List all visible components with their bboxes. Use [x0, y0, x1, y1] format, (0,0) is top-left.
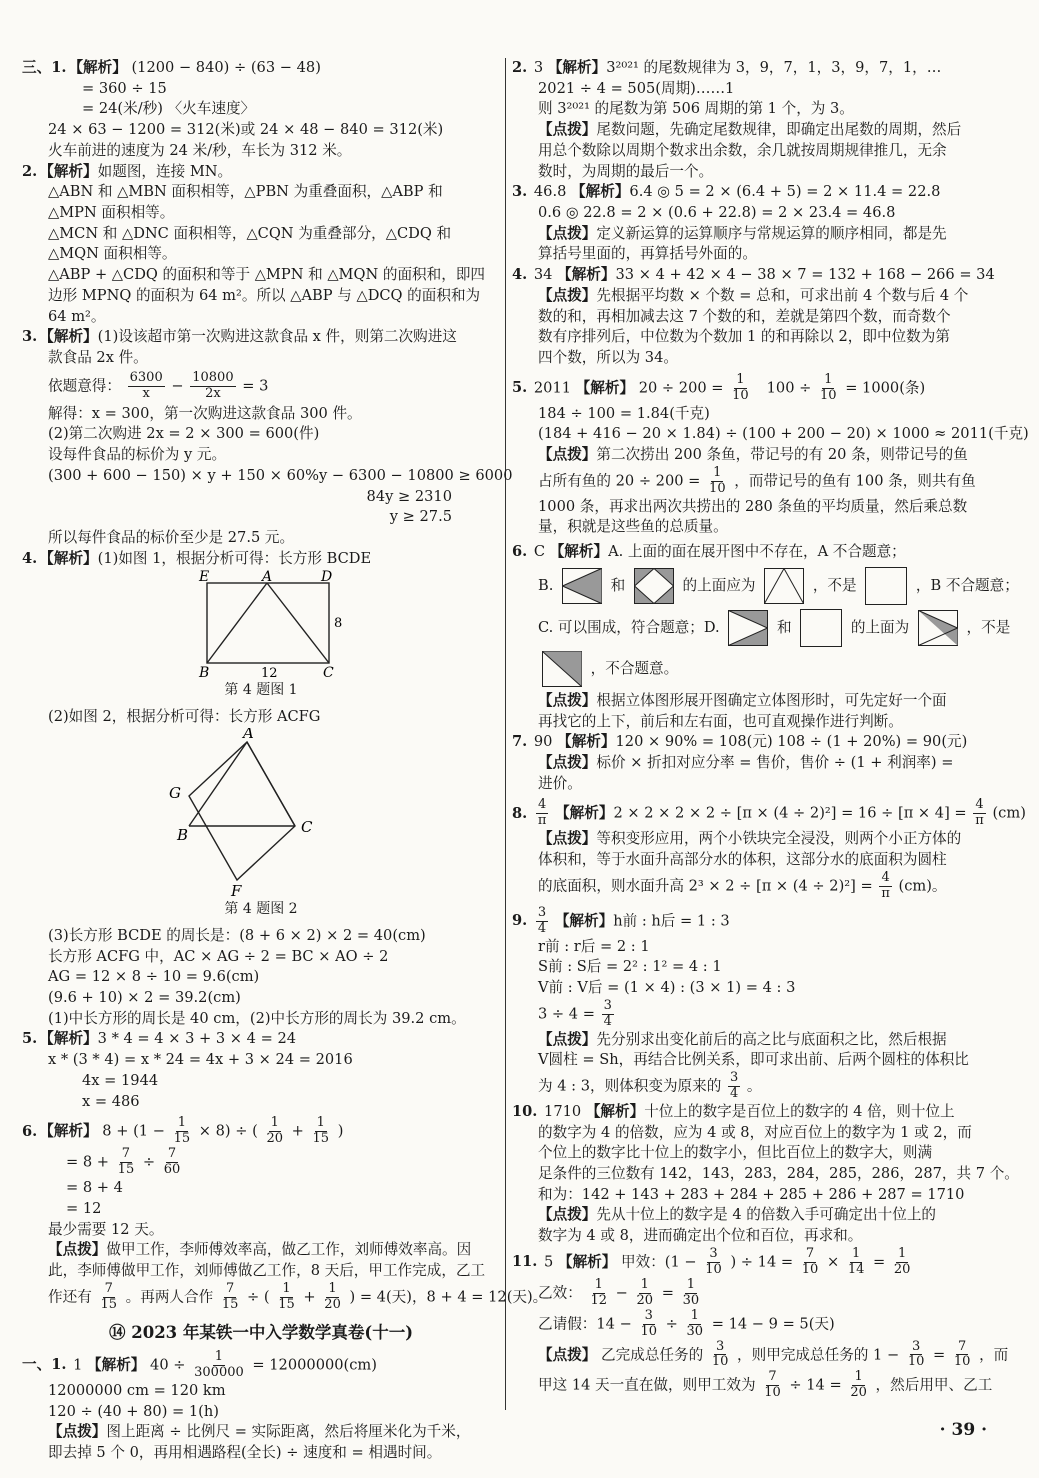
fraction: $\frac{7}{10}$	[953, 1338, 971, 1370]
fraction: $\frac{3}{4}$	[729, 1069, 739, 1101]
svg-text:C: C	[301, 818, 313, 836]
fraction: $\frac{1}{30}$	[682, 1276, 700, 1308]
fraction: $\frac{1}{20}$	[324, 1280, 341, 1312]
svg-text:D: D	[321, 569, 333, 586]
fraction: $\frac{1}{20}$	[266, 1115, 283, 1147]
face-blank	[865, 567, 907, 605]
fraction: $\frac{4}{\pi}$	[537, 797, 547, 829]
answer-right-11: 11. 5 【解析】 甲效：(1 − $\frac{3}{10}$ ) ÷ 14 = $\frac{7}{10}$ × $\frac{1}{14}$ = $\frac{1}{20}$ 乙效： $\frac{1}{12}$ − $\frac{1}{20}$ = $\frac{1}{30}$ 乙请假：14 − $\frac{3}{10}$ ÷ $\frac{1}{30}$ = 14 − 9 = 5(天) 【点拨】 乙完成总任务的 $\frac{3}{10}$ ，则甲完成总任务的 1 − $\frac{3}{10}$ = $\frac{7}{10}$ ，而 甲这 14 天一直在做，则甲工效为 $\frac{7}{10}$ ÷ 14 = $\frac{1}{20}$ ，然后用甲、乙工	[512, 1245, 1009, 1401]
fraction: $\frac{1}{30}$	[686, 1307, 704, 1339]
answer-1-1: 一、1. 1 【解析】 40 ÷ $\frac{1}{300000}$ = 12000000(cm) 12000000 cm = 120 km 120 ÷ (40 + 80) = 1(h) 【点拨】图上距离 ÷ 比例尺 = 实际距离，然后将厘米化为千米， 即去掉 5 个 0，再用相遇路程(全长) ÷ 速度和 = 相遇时间。	[22, 1348, 471, 1462]
section-title: ⑭ 2023 年某铁一中入学数学真卷(十一)	[108, 1322, 414, 1342]
fraction: $\frac{3}{4}$	[603, 997, 612, 1029]
face-wedge-shaded	[728, 610, 768, 646]
svg-text:G: G	[169, 784, 181, 802]
face-corner-shaded	[542, 651, 582, 687]
svg-text:C: C	[323, 665, 334, 680]
fraction: $\frac{7}{10}$	[764, 1369, 781, 1401]
svg-text:A: A	[243, 728, 254, 742]
fraction: $\frac{7}{60}$	[163, 1146, 181, 1178]
svg-text:B: B	[177, 826, 189, 844]
fraction: $\frac{4}{\pi}$	[975, 797, 984, 829]
fraction: $\frac{7}{10}$	[801, 1245, 819, 1277]
fraction: $\frac{3}{10}$	[907, 1338, 925, 1370]
answer-right-6: 6. C 【解析】A. 上面的面在展开图中不存在，A 不合题意； B. 和 的上面应为 ，不是 ，B 不合题意； C. 可以围成，符合题意；D. 和 的上面为 ，不是 ，不合题意。 【点拨】根据立体图形展开图确定立体图形时，可先定好一个面 再找它的上下，前后和左右面，也可直观操作进行判断。	[512, 543, 1019, 730]
fraction: $\frac{3}{4}$	[537, 904, 547, 936]
fraction: $\frac{1}{14}$	[847, 1245, 865, 1277]
answer-right-3: 3. 46.8 【解析】6.4 ◎ 5 = 2 × (6.4 + 5) = 2 × 11.4 = 22.8 0.6 ◎ 22.8 = 2 × (0.6 + 22.8) = 2 × 23.4 = 46.8 【点拨】定义新运算的运算顺序与常规运算的顺序相同，都是先 算括号里面的，再算括号外面的。	[512, 183, 947, 263]
fraction: $\frac{1}{20}$	[636, 1276, 654, 1308]
answer-3-6: 6. 【解析】 8 + (1 − $\frac{1}{15}$ × 8) ÷ ( $\frac{1}{20}$ + $\frac{1}{15}$ ) = 8 + $\frac{7}{15}$ ÷ $\frac{7}{60}$ = 8 + 4 = 12 最少需要 12 天。 【点拨】做甲工作，李师傅效率高，做乙工作，刘师傅效率高。因 此，李师傅做甲工作，刘师傅做乙工作，8 天后，甲工作完成，乙工 作还有 $\frac{7}{15}$ 。再两人合作 $\frac{7}{15}$ ÷ ( $\frac{1}{15}$ + $\frac{1}{20}$ ) = 4(天)，8 + 4 = 12(天)。	[22, 1115, 548, 1312]
svg-text:B: B	[199, 665, 210, 680]
fraction: $\frac{7}{15}$	[221, 1280, 239, 1312]
fraction: $\frac{1}{10}$	[732, 371, 749, 403]
fraction: $\frac{1}{12}$	[590, 1276, 607, 1308]
figure-1-rectangle	[171, 569, 351, 679]
answer-right-2: 2. 3 【解析】3²⁰²¹ 的尾数规律为 3，9，7，1，3，9，7，1，… 2021 ÷ 4 = 505(周期)……1 则 3²⁰²¹ 的尾数为第 506 周期的第 1 个，为 3。 【点拨】尾数问题，先确定尾数规律，即确定出尾数的周期，然后 用总个数除以周期个数求出余数，余几就按周期规律推几，无余 数时，为周期的最后一个。	[512, 59, 962, 180]
figure-2-rectangle	[161, 728, 361, 898]
answer-3-5: 5. 【解析】3 * 4 = 4 × 3 + 3 × 4 = 24 x * (3 * 4) = x * 24 = 4x + 3 × 24 = 2016 4x = 1944 x = 486	[22, 1030, 353, 1110]
fraction: $\frac{1}{15}$	[278, 1280, 295, 1312]
answer-right-8: 8. $\frac{4}{\pi}$ 【解析】2 × 2 × 2 × 2 ÷ [π × (4 ÷ 2)²] = 16 ÷ [π × 4] = $\frac{4}{\pi}$ (cm) 【点拨】等积变形应用，两个小铁块完全浸没，则两个小正方体的 体积和，等于水面升高部分水的体积，这部分水的底面积为圆柱 的底面积，则水面升高 2³ × 2 ÷ [π × (4 ÷ 2)²] = $\frac{4}{\pi}$ (cm)。	[512, 797, 1026, 901]
fraction: $\frac{7}{15}$	[117, 1146, 135, 1178]
svg-text:F: F	[231, 882, 242, 898]
svg-text:E: E	[199, 569, 210, 586]
answer-3-4: 4. 【解析】(1)如图 1，根据分析可得：长方形 BCDE E A D B C 8 12 第 4 题图 1 (2)如图 2，根据分析可得：长方形 ACFG A G B C F 第 4 题图 2 (3)长方形 BCDE 的周长是：(8 + 6 × 2) × 2 = 40(cm) 长方形 ACFG 中，AC × AG ÷ 2 = BC × AO ÷ 2 AG = 12 × 8 ÷ 10 = 9.6(cm) (9.6 + 10) × 2 = 39.2(cm) (1)中长方形的周长是 40 cm，(2)中长方形的周长为 39.2 cm。	[22, 549, 466, 1027]
fraction: $\frac{6300}{x}$	[129, 369, 163, 401]
answer-3-1: 三、1. 【解析】 (1200 − 840) ÷ (63 − 48) = 360 ÷ 15 = 24(米/秒) 〈火车速度〉 24 × 63 − 1200 = 312(米)或 24 × 48 − 840 = 312(米) 火车前进的速度为 24 米/秒，车长为 312 米。	[22, 59, 444, 159]
fraction: $\frac{1}{15}$	[173, 1115, 191, 1147]
face-diamond-shaded	[634, 568, 674, 604]
answer-right-7: 7. 90 【解析】120 × 90% = 108(元) 108 ÷ (1 + 20%) = 90(元) 【点拨】标价 × 折扣对应分率 = 售价，售价 ÷ (1 + 利润率) = 进价。	[512, 733, 968, 792]
svg-text:8: 8	[334, 616, 343, 632]
fraction: $\frac{10800}{2x}$	[192, 369, 234, 401]
fraction: $\frac{4}{\pi}$	[881, 869, 890, 901]
fraction: $\frac{3}{10}$	[640, 1307, 657, 1339]
svg-text:A: A	[262, 569, 273, 586]
answer-right-9: 9. $\frac{3}{4}$ 【解析】h前 : h后 = 1 : 3 r前 : r后 = 2 : 1 S前 : S后 = 2² : 1² = 4 : 1 V前 : V后 = (1 × 4) : (3 × 1) = 4 : 3 3 ÷ 4 = $\frac{3}{4}$ 【点拨】先分别求出变化前后的高之比与底面积之比，然后根据 V圆柱 = Sh，再结合比例关系，即可求出前、后两个圆柱的体积比 为 4 : 3，则体积变为原来的 $\frac{3}{4}$ 。	[512, 904, 969, 1101]
face-triangle	[764, 568, 804, 604]
face-blank	[800, 609, 842, 647]
answer-3-3: 3. 【解析】(1)设该超市第一次购进这款食品 x 件，则第二次购进这 款食品 2x 件。 依题意得： $\frac{6300}{x}$ − $\frac{10800}{2x}$ = 3 解得：x = 300，第一次购进这款食品 300 件。 (2)第二次购进 2x = 2 × 300 = 600(件) 设每件食品的标价为 y 元。 (300 + 600 − 150) × y + 150 × 60%y − 6300 − 10800 ≥ 6000 84y ≥ 2310 y ≥ 27.5 所以每件食品的标价至少是 27.5 元。	[22, 328, 513, 546]
answer-3-2: 2. 【解析】如题图，连接 MN。 △ABN 和 △MBN 面积相等，△PBN 为重叠面积，△ABP 和 △MPN 面积相等。 △MCN 和 △DNC 面积相等，△CQN 为重叠部分，△CDQ 和 △MQN 面积相等。 △ABP + △CDQ 的面积和等于 △MPN 和 △MQN 的面积和，即四 边形 MPNQ 的面积为 64 m²。所以 △ABP 与 △DCQ 的面积和为 64 m²。	[22, 162, 486, 325]
face-half-shaded	[918, 610, 958, 646]
fraction: $\frac{1}{15}$	[312, 1115, 330, 1147]
fraction: $\frac{3}{10}$	[705, 1245, 722, 1277]
fraction: $\frac{1}{20}$	[850, 1369, 867, 1401]
answer-right-4: 4. 34 【解析】33 × 4 + 42 × 4 − 38 × 7 = 132 + 168 − 266 = 34 【点拨】先根据平均数 × 个数 = 总和，可求出前 4 个数与后 4 个 数的和，再相加减去这 7 个数的和，差就是第四个数，而奇数个 数有序排列后，中位数为个数加 1 的和再除以 2，即中位数为第 四个数，所以为 34。	[512, 266, 995, 367]
column-divider	[505, 58, 506, 1410]
right-column	[512, 58, 1029, 1401]
fraction: $\frac{1}{20}$	[893, 1245, 911, 1277]
fraction: $\frac{1}{10}$	[820, 371, 837, 403]
fraction: $\frac{7}{15}$	[100, 1280, 117, 1312]
fraction: $\frac{3}{10}$	[711, 1338, 729, 1370]
answer-right-10: 10. 1710 【解析】十位上的数字是百位上的数字的 4 倍，则十位上 的数字为 4 的倍数，应为 4 或 8，对应百位上的数字为 1 或 2，而 个位上的数字比十位上的数字小，但比百位上的数字大，则满 足条件的三位数有 142，143，283，284，285，286，287，共 7 个。 和为：142 + 143 + 283 + 284 + 285 + 286 + 287 = 1710 【点拨】先从十位上的数字是 4 的倍数入手可确定出十位上的 数字为 4 或 8，进而确定出个位和百位，再求和。	[512, 1102, 1019, 1245]
face-diagonal-shaded	[562, 568, 602, 604]
fraction: $\frac{1}{10}$	[709, 464, 726, 496]
fraction: $\frac{1}{300000}$	[194, 1348, 244, 1380]
svg-text:12: 12	[261, 666, 278, 680]
page-number: · 39 ·	[939, 1419, 987, 1440]
answer-right-5: 5. 2011 【解析】 20 ÷ 200 = $\frac{1}{10}$ 100 ÷ $\frac{1}{10}$ = 1000(条) 184 ÷ 100 = 1.84(千克) (184 + 416 − 20 × 1.84) ÷ (100 + 200 − 20) × 1000 ≈ 2011(千克) 【点拨】第二次捞出 200 条鱼，带记号的有 20 条，则带记号的鱼 占所有鱼的 20 ÷ 200 = $\frac{1}{10}$ ，而带记号的鱼有 100 条，则共有鱼 1000 条，再求出两次共捞出的 280 条鱼的平均质量，然后乘总数 量，积就是这些鱼的总质量。	[512, 371, 1029, 536]
